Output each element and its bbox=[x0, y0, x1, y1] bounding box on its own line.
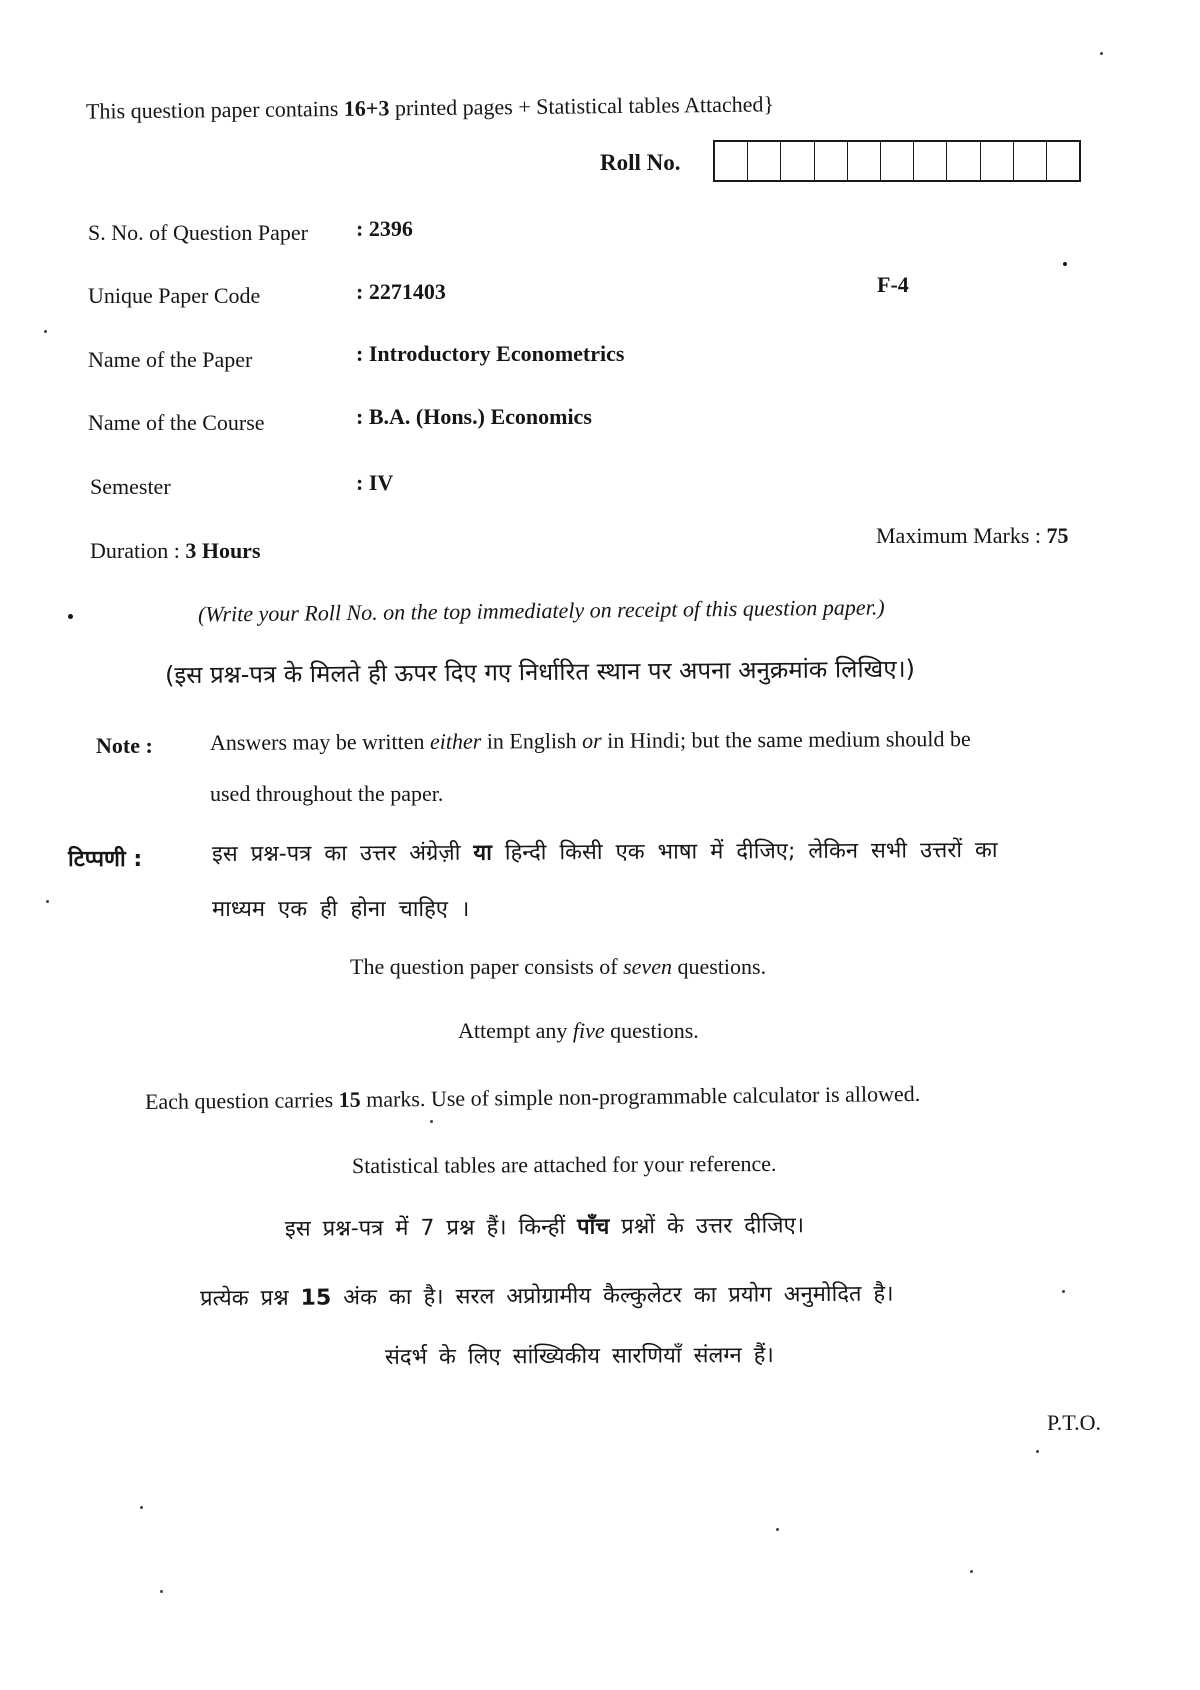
rule-marks-c: marks. Use of simple non-programmable calculator is allowed. bbox=[360, 1080, 921, 1112]
detail-value-semester: : IV bbox=[356, 470, 394, 495]
rule-hindi-line-1 bbox=[285, 1209, 804, 1243]
roll-digit-box[interactable] bbox=[848, 142, 881, 180]
tippani-line-1 bbox=[212, 834, 998, 868]
header-line bbox=[86, 91, 774, 124]
max-marks-label: Maximum Marks : bbox=[876, 523, 1047, 548]
rule-marks-a: Each question carries bbox=[144, 1087, 339, 1115]
please-turn-over: P.T.O. bbox=[1047, 1410, 1101, 1435]
duration-value: 3 Hours bbox=[185, 538, 261, 563]
detail-label-serial: S. No. of Question Paper bbox=[88, 220, 308, 245]
detail-value-serial: : 2396 bbox=[356, 216, 413, 241]
rule-attempt-five: five bbox=[572, 1018, 605, 1043]
rule-hindi-c: प्रश्नों के उत्तर दीजिए। bbox=[609, 1213, 805, 1240]
roll-digit-box[interactable] bbox=[815, 142, 848, 180]
rule-hindi-2c: अंक का है। सरल अप्रोग्रामीय कैल्कुलेटर का प्रयोग अनुमोदित है। bbox=[331, 1281, 894, 1311]
detail-value-course: : B.A. (Hons.) Economics bbox=[356, 404, 592, 429]
detail-label-semester: Semester bbox=[90, 474, 171, 499]
rule-hindi-line-2 bbox=[200, 1278, 894, 1313]
tippani-text-ya: या bbox=[473, 840, 492, 866]
roll-digit-box[interactable] bbox=[781, 142, 814, 180]
duration bbox=[90, 538, 261, 564]
rule-marks-15: 15 bbox=[338, 1086, 361, 1113]
roll-digit-box[interactable] bbox=[981, 142, 1014, 180]
roll-digit-box[interactable] bbox=[748, 142, 781, 180]
roll-label: Roll No. bbox=[600, 150, 681, 175]
note-label: Note : bbox=[96, 733, 153, 758]
note-text-c: in English bbox=[481, 728, 583, 754]
tippani-label: टिप्पणी : bbox=[68, 847, 143, 872]
rule-hindi-paanch: पाँच bbox=[577, 1214, 610, 1240]
detail-label-code: Unique Paper Code bbox=[88, 283, 261, 308]
roll-number-boxes[interactable] bbox=[713, 140, 1081, 182]
rule-question-count bbox=[350, 954, 766, 980]
note-line-1 bbox=[210, 726, 971, 756]
roll-digit-box[interactable] bbox=[881, 142, 914, 180]
roll-digit-box[interactable] bbox=[947, 142, 980, 180]
detail-label-paper: Name of the Paper bbox=[88, 347, 253, 372]
rule-count-a: The question paper consists of bbox=[350, 954, 624, 979]
rule-count-seven: seven bbox=[623, 954, 672, 979]
maximum-marks bbox=[876, 523, 1069, 549]
roll-digit-box[interactable] bbox=[715, 142, 748, 180]
tippani-line-2: माध्यम एक ही होना चाहिए । bbox=[212, 897, 470, 922]
note-text-or: or bbox=[582, 727, 602, 754]
note-line-2: used throughout the paper. bbox=[210, 781, 444, 806]
tippani-text-c: हिन्दी किसी एक भाषा में दीजिए; लेकिन सभी उत्तरों का bbox=[491, 837, 998, 866]
detail-value-paper: : Introductory Econometrics bbox=[356, 341, 625, 366]
note-text-a: Answers may be written bbox=[209, 728, 431, 755]
instruction-hindi: (इस प्रश्न-पत्र के मिलते ही ऊपर दिए गए निर्धारित स्थान पर अपना अनुक्रमांक लिखिए।) bbox=[164, 654, 916, 690]
rule-attempt-a: Attempt any bbox=[458, 1018, 573, 1043]
rule-attempt-c: questions. bbox=[604, 1018, 699, 1043]
roll-digit-box[interactable] bbox=[1014, 142, 1047, 180]
rule-hindi-15: 15 bbox=[300, 1285, 332, 1311]
detail-label-course: Name of the Course bbox=[88, 410, 265, 435]
roll-digit-box[interactable] bbox=[914, 142, 947, 180]
tippani-text-a: इस प्रश्न-पत्र का उत्तर अंग्रेज़ी bbox=[211, 840, 474, 868]
rule-tables: Statistical tables are attached for your reference. bbox=[351, 1150, 777, 1179]
header-suffix: printed pages + Statistical tables Attached} bbox=[389, 91, 775, 121]
duration-label: Duration : bbox=[90, 538, 186, 563]
detail-value-code: : 2271403 bbox=[356, 279, 446, 304]
instruction-english: (Write your Roll No. on the top immediately on receipt of this question paper.) bbox=[197, 594, 885, 627]
roll-digit-box[interactable] bbox=[1047, 142, 1079, 180]
header-pages: 16+3 bbox=[343, 95, 390, 121]
rule-attempt bbox=[458, 1018, 699, 1044]
note-text-either: either bbox=[429, 728, 482, 754]
rule-hindi-2a: प्रत्येक प्रश्न bbox=[199, 1285, 301, 1312]
note-text-e: in Hindi; but the same medium should be bbox=[601, 726, 971, 753]
rule-hindi-line-3: संदर्भ के लिए सांख्यिकीय सारणियाँ संलग्न हैं। bbox=[384, 1342, 774, 1371]
rule-hindi-a: इस प्रश्न-पत्र में 7 प्रश्न हैं। किन्हीं bbox=[284, 1214, 578, 1242]
set-code: F-4 bbox=[877, 272, 909, 297]
header-prefix: This question paper contains bbox=[85, 95, 344, 124]
rule-marks-calculator bbox=[145, 1081, 920, 1115]
rule-count-c: questions. bbox=[671, 954, 767, 979]
max-marks-value: 75 bbox=[1046, 523, 1069, 548]
